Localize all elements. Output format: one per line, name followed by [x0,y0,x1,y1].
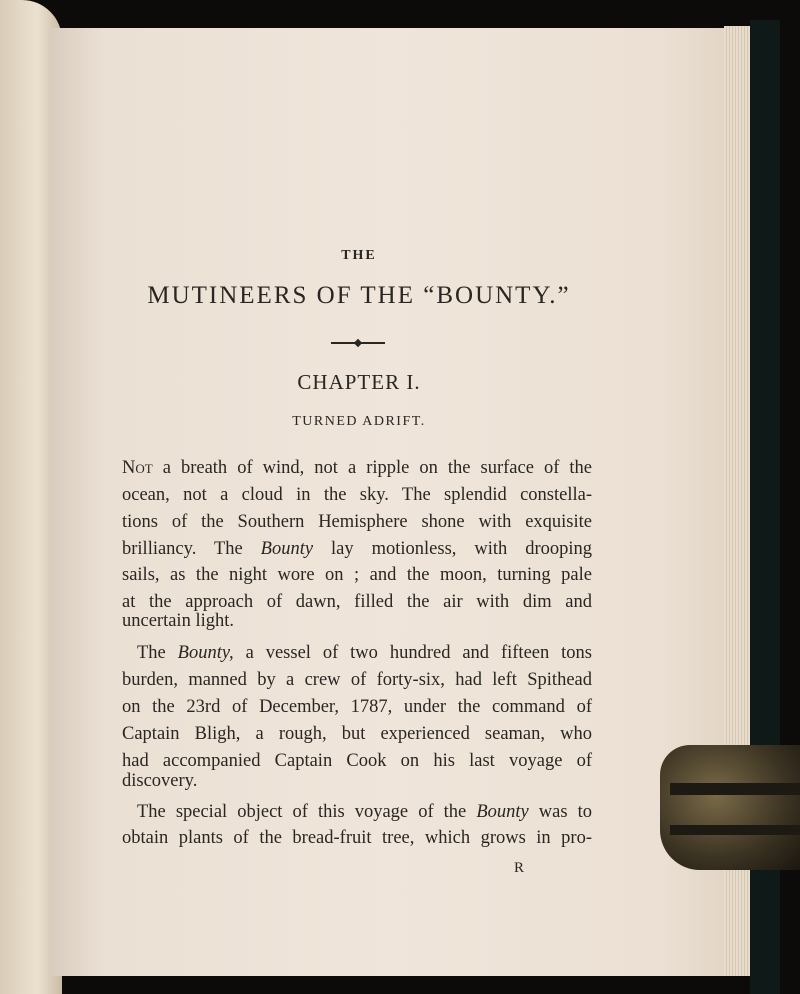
text-span: had accompanied Captain Cook on his last voyage of [122,751,592,771]
text-line [122,564,592,586]
chapter-heading: CHAPTER I. [297,370,421,394]
signature-mark: R [514,860,525,876]
text-span: ocean, not a cloud in the sky. The splendid constella- [122,485,592,505]
title-prefix: THE [341,248,377,263]
text-line [122,484,592,506]
page-holder-clip [660,745,800,870]
text-span: The [137,643,178,663]
text-span: uncertain light. [122,611,234,631]
text-line [122,827,592,849]
book-title: MUTINEERS OF THE “BOUNTY.” [147,282,571,309]
text-span: a breath of wind, not a ripple on the surface of the [152,458,592,478]
text-line [137,801,592,823]
text-span: burden, manned by a crew of forty-six, had left Spithead [122,670,592,690]
text-span: The special object of this voyage of the [137,802,477,822]
italic-text: Bounty [476,802,529,822]
text-line [122,610,592,632]
chapter-subtitle: TURNED ADRIFT. [292,414,426,429]
text-line [122,696,592,718]
text-span: brilliancy. The [122,539,261,559]
text-span: obtain plants of the bread-fruit tree, which grows in pro- [122,828,592,848]
text-span: a vessel of two hundred and fifteen tons [233,643,592,663]
italic-text: Bounty, [177,643,234,663]
text-span: at the approach of dawn, filled the air with dim and [122,592,592,612]
text-line [122,723,592,745]
text-line [137,642,592,664]
text-line [122,457,592,479]
text-line [122,538,592,560]
text-span: was to [528,802,592,822]
text-span: Not [122,458,153,478]
text-span: tions of the Southern Hemisphere shone with exquisite [122,512,592,532]
text-span: discovery. [122,771,198,791]
text-span: lay motionless, with drooping [313,539,592,559]
text-line [122,770,592,792]
text-span: on the 23rd of December, 1787, under the command of [122,697,592,717]
text-span: Captain Bligh, a rough, but experienced seaman, who [122,724,592,744]
text-line [122,750,592,772]
ornamental-rule [331,342,385,344]
text-line [122,511,592,533]
text-line [122,669,592,691]
italic-text: Bounty [260,539,314,559]
text-span: sails, as the night wore on ; and the moon, turning pale [122,565,592,585]
